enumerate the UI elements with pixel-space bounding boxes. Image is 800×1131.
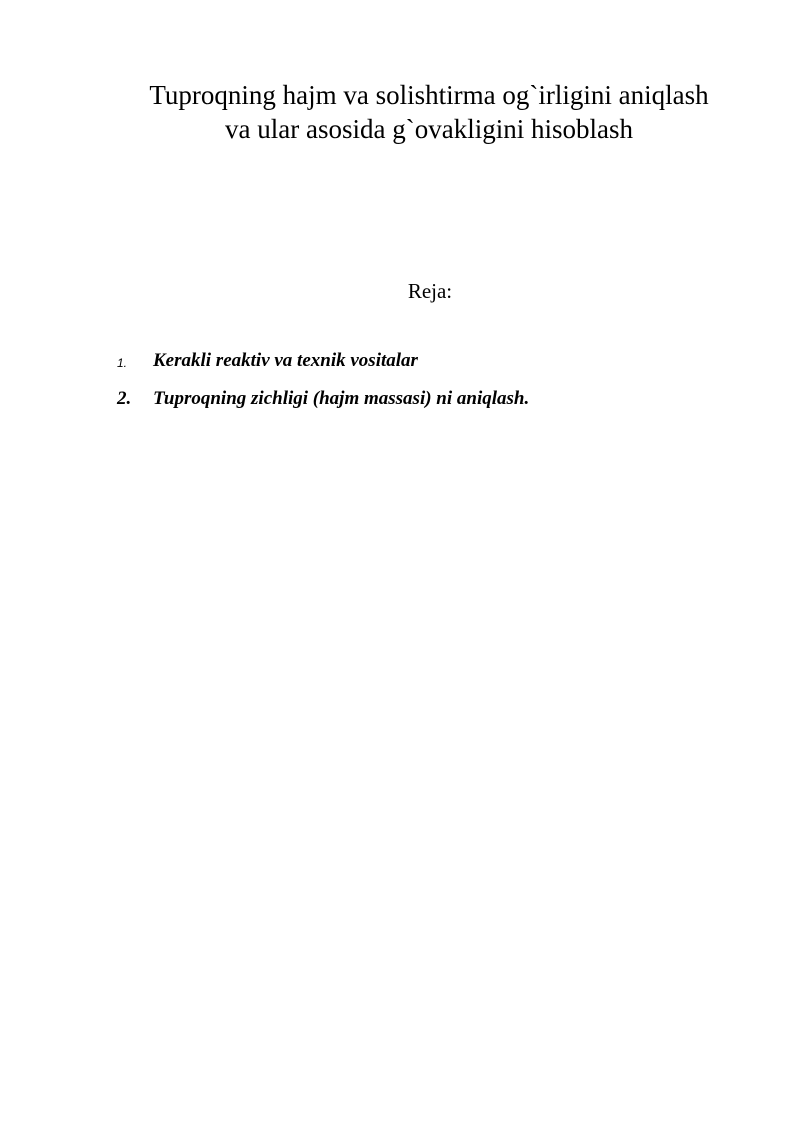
plan-item-1 bbox=[117, 348, 737, 386]
plan-item-2 bbox=[117, 386, 737, 424]
plan-list bbox=[117, 348, 737, 424]
title-line-2: va ular asosida g`ovakligini hisoblash bbox=[225, 114, 633, 144]
plan-item-text: Kerakli reaktiv va texnik vositalar bbox=[153, 350, 418, 371]
document-title bbox=[100, 78, 758, 146]
plan-heading: Reja: bbox=[407, 279, 453, 303]
title-line-1: Tuproqning hajm va solishtirma og`irligini aniqlash bbox=[149, 80, 709, 110]
plan-item-number: 1. bbox=[117, 356, 128, 370]
plan-item-text: Tuproqning zichligi (hajm massasi) ni aniqlash. bbox=[153, 388, 530, 409]
plan-item-number: 2. bbox=[117, 388, 132, 409]
